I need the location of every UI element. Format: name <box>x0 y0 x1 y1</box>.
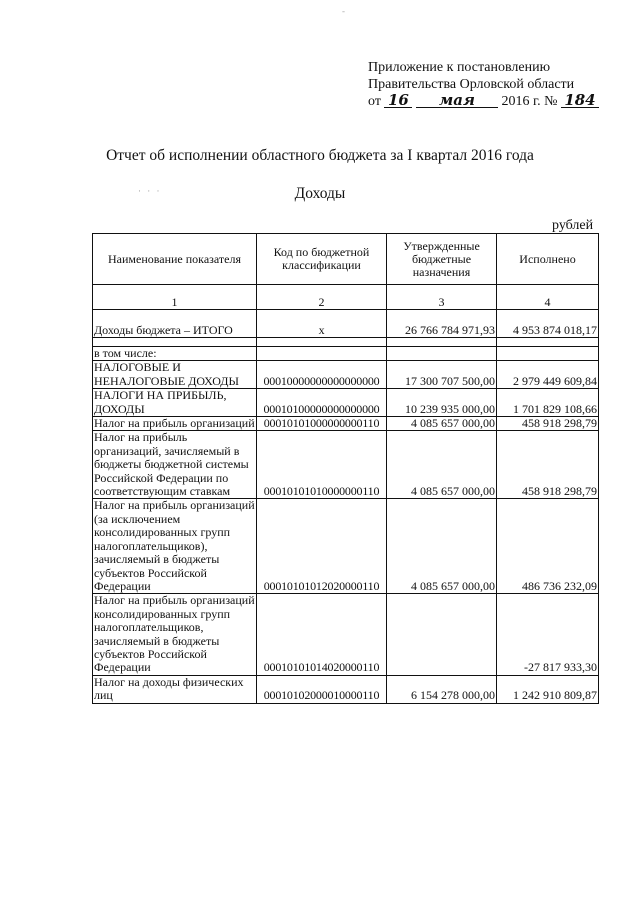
header-name: Наименование показателя <box>93 234 257 285</box>
approval-line-1: Приложение к постановлению <box>368 60 551 75</box>
row-code: x <box>257 310 387 338</box>
row-approved: 17 300 707 500,00 <box>387 361 497 389</box>
spacer-row <box>93 338 599 347</box>
row-approved <box>387 347 497 361</box>
table-row <box>93 499 599 594</box>
table-row <box>93 431 599 499</box>
header-code: Код по бюджетной классификации <box>257 234 387 285</box>
row-executed: 4 953 874 018,17 <box>497 310 599 338</box>
row-code <box>257 347 387 361</box>
document-title: Отчет об исполнении областного бюджета за I квартал 2016 года <box>106 147 534 164</box>
row-approved: 4 085 657 000,00 <box>387 431 497 499</box>
row-approved: 4 085 657 000,00 <box>387 417 497 431</box>
approval-block <box>368 60 599 111</box>
approval-prefix: от <box>368 94 381 109</box>
row-code: 00010101012020000110 <box>257 499 387 594</box>
header-approved: Утвержденные бюджетные назначения <box>387 234 497 285</box>
table-header-row <box>93 234 599 285</box>
index-1: 1 <box>93 285 257 310</box>
row-code: 00010101010000000110 <box>257 431 387 499</box>
row-name: Налог на доходы физических лиц <box>93 675 257 703</box>
table-row <box>93 594 599 675</box>
approval-year: 2016 г. № <box>501 94 558 109</box>
row-code: 00010101014020000110 <box>257 594 387 675</box>
row-approved: 6 154 278 000,00 <box>387 675 497 703</box>
scan-speck: - <box>342 6 345 16</box>
handwritten-day: 16 <box>384 93 412 108</box>
row-executed: 486 736 232,09 <box>497 499 599 594</box>
table-row <box>93 389 599 417</box>
table-row <box>93 310 599 338</box>
row-name: в том числе: <box>93 347 257 361</box>
row-name: Налог на прибыль организаций консолидированных групп налогоплательщиков, зачисляемый в бюджеты субъектов Российской Федерации <box>94 593 255 675</box>
row-executed: 2 979 449 609,84 <box>497 361 599 389</box>
row-executed <box>497 347 599 361</box>
units-label: рублей <box>552 218 594 233</box>
row-executed: -27 817 933,30 <box>497 594 599 675</box>
handwritten-number: 184 <box>561 93 599 108</box>
row-executed: 458 918 298,79 <box>497 431 599 499</box>
column-index-row <box>93 285 599 310</box>
revenue-table <box>92 233 599 704</box>
row-code: 00010102000010000110 <box>257 675 387 703</box>
index-4: 4 <box>497 285 599 310</box>
table-row <box>93 361 599 389</box>
header-executed: Исполнено <box>497 234 599 285</box>
approval-line-3 <box>368 93 599 111</box>
section-title: Доходы <box>294 185 346 202</box>
row-approved: 26 766 784 971,93 <box>387 310 497 338</box>
row-code: 00010101000000000110 <box>257 417 387 431</box>
row-executed: 1 242 910 809,87 <box>497 675 599 703</box>
table-row <box>93 675 599 703</box>
row-executed: 1 701 829 108,66 <box>497 389 599 417</box>
table-row <box>93 417 599 431</box>
row-name: Налог на прибыль организаций, зачисляемый в бюджеты бюджетной системы Российской Федерации по соответствующим ставкам <box>93 431 257 499</box>
row-executed: 458 918 298,79 <box>497 417 599 431</box>
index-3: 3 <box>387 285 497 310</box>
row-code: 00010100000000000000 <box>257 389 387 417</box>
scan-smudge: · · · <box>138 186 162 196</box>
row-approved <box>387 594 497 675</box>
table-row <box>93 347 599 361</box>
approval-line-2: Правительства Орловской области <box>368 76 575 92</box>
row-approved: 4 085 657 000,00 <box>387 499 497 594</box>
row-name: Налог на прибыль организаций <box>94 416 255 431</box>
row-name: Налог на прибыль организаций (за исключением консолидированных групп налогоплательщиков), зачисляемый в бюджеты субъектов Российской Федерации <box>94 498 255 593</box>
index-2: 2 <box>257 285 387 310</box>
row-approved: 10 239 935 000,00 <box>387 389 497 417</box>
row-name: НАЛОГОВЫЕ И НЕНАЛОГОВЫЕ ДОХОДЫ <box>93 361 257 389</box>
row-name: НАЛОГИ НА ПРИБЫЛЬ, ДОХОДЫ <box>93 389 257 417</box>
handwritten-month: мая <box>416 93 498 108</box>
row-code: 00010000000000000000 <box>257 361 387 389</box>
row-name: Доходы бюджета – ИТОГО <box>93 310 257 338</box>
